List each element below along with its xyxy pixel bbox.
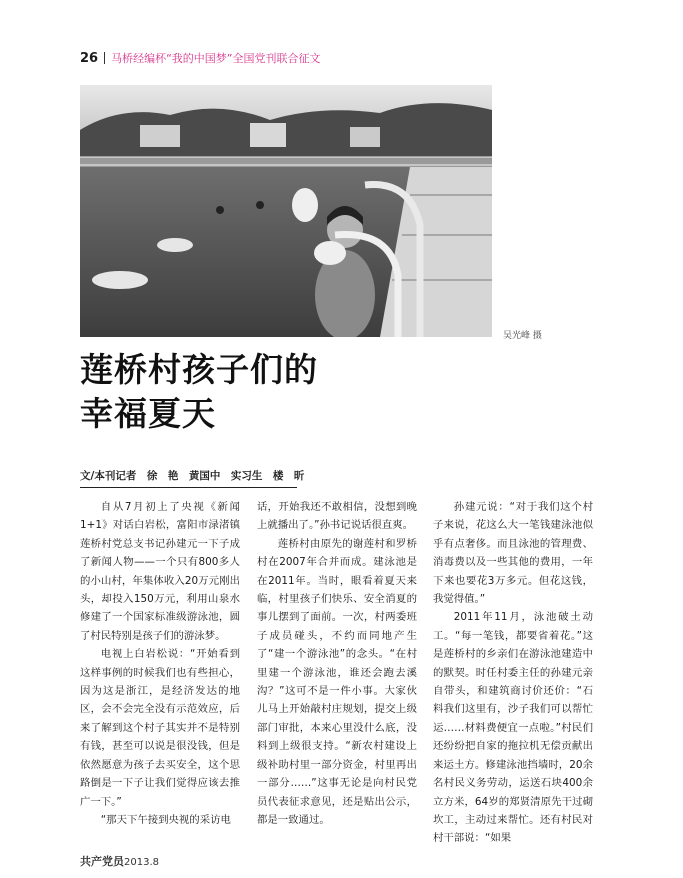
paragraph: 电视上白岩松说：“开始看到这样事例的时候我们也有些担心，因为这是浙江，是经济发达的地区，会不会完全没有示范效应，后来了解到这个村子其实并不是特别有钱，甚至可以说是很没钱，但是依然愿意为孩子去买安全，这个思路倒是一下子让我们觉得应该去推广一下。” (80, 648, 240, 808)
paragraph: “那天下午接到央视的采访电 (100, 813, 231, 826)
paragraph: 话，开始我还不敢相信，没想到晚上就播出了。”孙书记说话很直爽。 (257, 501, 417, 532)
byline-divider (80, 487, 297, 488)
photo-credit: 吴光峰 摄 (503, 331, 542, 341)
text-column-2 (257, 498, 417, 829)
paragraph: 自从7月初上了央视《新闻1+1》对话白岩松，富阳市渌渚镇莲桥村党总支书记孙建元一下子成了新闻人物——一个只有800多人的小山村，年集体收入20万元刚出头，却投入150万元，利用山泉水修建了一个国家标准级游泳池，圆了村民特别是孩子们的游泳梦。 (80, 501, 240, 642)
magazine-section-title: 马桥经编杯“我的中国梦”全国党刊联合征文 (111, 52, 321, 65)
paragraph: 孙建元说：“对于我们这个村子来说，花这么大一笔钱建泳池似乎有点奢侈。而且泳池的管理费、消毒费以及一些其他的费用，一年下来也要花3万多元。但花这钱，我觉得值。” (433, 501, 593, 606)
article-title (80, 348, 318, 436)
page-footer (80, 853, 159, 869)
paragraph: 2011年11月，泳池破土动工。“每一笔钱，都要省着花。”这是莲桥村的乡亲们在游泳池建造中的默契。时任村委主任的孙建元亲自带头，和建筑商讨价还价：“石料我们这里有，沙子我们可以帮忙运……材料费便宜一点啦。”村民们还纷纷把自家的拖拉机无偿贡献出来运土方。修建泳池挡墙时，20余名村民义务劳动，运送石块400余立方米，64岁的郑贤清原先干过砌坎工，主动过来帮忙。还有村民对村干部说：“如果 (433, 611, 593, 845)
title-line-2: 幸福夏天 (80, 394, 216, 433)
title-line-1: 莲桥村孩子们的 (80, 350, 318, 389)
magazine-logo: 共产党员 (80, 855, 124, 868)
byline: 文/本刊记者 徐 艳 黄国中 实习生 楼 昕 (80, 470, 305, 482)
text-column-3 (433, 498, 593, 848)
page-number: 26 (80, 50, 99, 66)
swimming-pool-photo (80, 85, 492, 337)
paragraph: 莲桥村由原先的谢莲村和罗桥村在2007年合并而成。建泳池是在2011年。当时，眼看着夏天来临，村里孩子们快乐、安全消夏的事儿摆到了面前。一次，村两委班子成员碰头，不约而同地产生了“建一个游泳池”的念头。“在村里建一个游泳池，谁还会跑去溪沟？”这可不是一件小事。大家伙儿马上开始敲村庄规划，提交上级部门审批，本来心里没什么底，没料到上级很支持。“新农村建设上级补助村里一部分资金，村里再出一部分……”这事无论是向村民党员代表征求意见，还是贴出公示，都是一致通过。 (257, 537, 417, 826)
article-photo (80, 85, 492, 337)
page-header (80, 48, 321, 68)
text-column-1 (80, 498, 240, 829)
issue-date: 2013.8 (124, 857, 159, 868)
header-divider (104, 52, 105, 64)
